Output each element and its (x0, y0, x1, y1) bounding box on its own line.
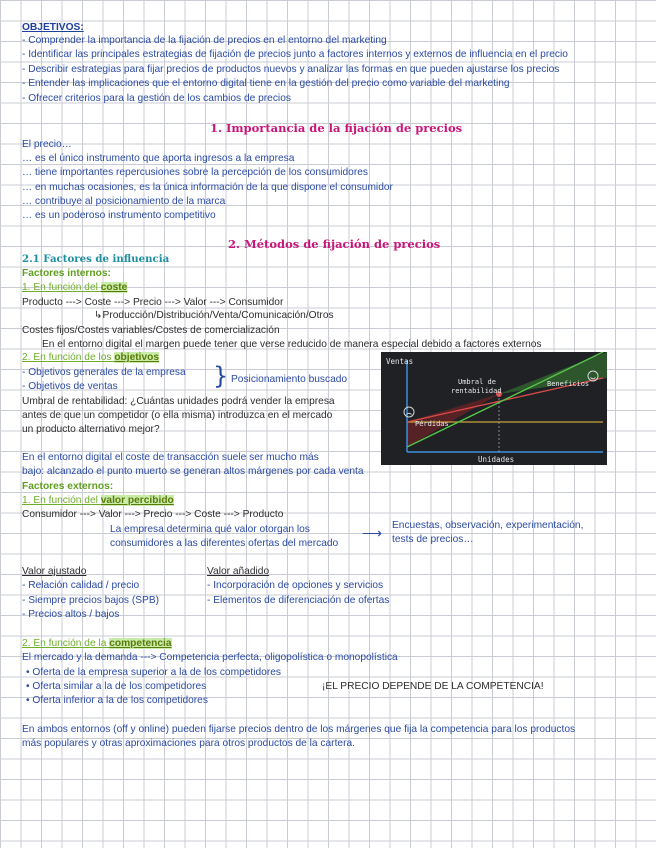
coste-chain-arrow (94, 309, 334, 322)
chart-umbral-label: Umbral de (458, 378, 496, 386)
bullet-icon: • (26, 695, 33, 706)
competencia-mercado: El mercado y la demanda ---> Competencia perfecta, oligopolística o monopolística (22, 652, 398, 663)
valor-anadido-item: - Incorporación de opciones y servicios (207, 580, 384, 591)
section1-title: 1. Importancia de la fijación de precios (210, 121, 463, 135)
objetivo-ventas: - Objetivos de ventas (22, 381, 118, 392)
section1-item: … en muchas ocasiones, es la única información de la que dispone el consumidor (22, 182, 393, 193)
coste-chain: Producto ---> Coste ---> Precio ---> Valor ---> Consumidor (22, 297, 284, 308)
competencia-item-text: Oferta de la empresa superior a la de los competidores (32, 667, 281, 678)
competencia-heading (22, 637, 172, 650)
hook-arrow-icon: ↳ (94, 310, 103, 321)
valor-arrow-note: tests de precios… (392, 534, 474, 545)
objetivo-item: - Ofrecer criterios para la gestión de los cambios de precios (22, 93, 291, 104)
umbral-text: un producto alternativo mejor? (22, 424, 160, 435)
costes-tipos: Costes fijos/Costes variables/Costes de comercialización (22, 325, 280, 336)
objetivo-item: - Comprender la importancia de la fijación de precios en el entorno del marketing (22, 35, 387, 46)
chart-unidades-label: Unidades (478, 455, 515, 464)
section1-item: … contribuye al posicionamiento de la marca (22, 196, 226, 207)
competencia-item-text: Oferta similar a la de los competidores (32, 681, 207, 692)
valor-ajustado-title: Valor ajustado (22, 566, 87, 577)
objetivo-general: - Objetivos generales de la empresa (22, 367, 186, 378)
objetivos-title: OBJETIVOS: (22, 22, 84, 33)
objetivo-item: - Entender las implicaciones que el entorno digital tiene en la gestión del precio como variable del marketing (22, 78, 510, 89)
section1-item: … es un poderoso instrumento competitivo (22, 210, 216, 221)
subsection-factores: 2.1 Factores de influencia (22, 253, 170, 265)
objetivos-digital: En el entorno digital el coste de transacción suele ser mucho más (22, 452, 319, 463)
objetivo-item: - Identificar las principales estrategias de fijación de precios junto a factores internos y externos de influencia en el precio (22, 49, 568, 60)
umbral-text: antes de que un competidor (o ella misma) introduzca en el mercado (22, 410, 333, 421)
competencia-item (26, 680, 206, 693)
valor-anadido-title: Valor añadido (207, 566, 270, 577)
factores-internos-label: Factores internos: (22, 268, 111, 279)
objetivos-prefix: 2. En función de los (22, 352, 115, 363)
valor-chain: Consumidor ---> Valor ---> Precio ---> Coste ---> Producto (22, 509, 284, 520)
valor-ajustado-item: - Precios altos / bajos (22, 609, 120, 620)
objetivos-keyword: objetivos (114, 352, 160, 363)
competencia-final: más populares y otras aproximaciones para otros productos de la cartera. (22, 738, 355, 749)
right-brace-icon: } (213, 362, 229, 390)
coste-digital: En el entorno digital el margen puede tener que verse reducido de manera especial debido a factores externos (42, 339, 542, 350)
coste-heading (22, 281, 127, 294)
bullet-icon: • (26, 667, 33, 678)
section2-title: 2. Métodos de fijación de precios (228, 237, 441, 251)
objetivos-digital: bajo: alcanzado el punto muerto se generan altos márgenes por cada venta (22, 466, 364, 477)
valor-heading (22, 494, 174, 507)
objetivos-heading (22, 351, 159, 364)
valor-anadido-item: - Elementos de diferenciación de ofertas (207, 595, 390, 606)
competencia-item-text: Oferta inferior a la de los competidores (32, 695, 208, 706)
valor-prefix: 1. En función del (22, 495, 101, 506)
coste-keyword: coste (100, 282, 128, 293)
chart-ventas-label: Ventas (386, 357, 414, 366)
section1-item: … es el único instrumento que aporta ingresos a la empresa (22, 153, 295, 164)
valor-keyword: valor percibido (100, 495, 174, 506)
bullet-icon: • (26, 681, 33, 692)
competencia-prefix: 2. En función de la (22, 638, 110, 649)
valor-arrow-note: Encuestas, observación, experimentación, (392, 520, 584, 531)
valor-note: consumidores a las diferentes ofertas del mercado (110, 538, 339, 549)
chart-beneficios-label: Beneficios (547, 380, 590, 388)
right-arrow-icon: ⟶ (362, 525, 383, 541)
competencia-keyword: competencia (109, 638, 172, 649)
valor-note: La empresa determina qué valor otorgan los (110, 524, 310, 535)
umbral-text: Umbral de rentabilidad: ¿Cuántas unidades podrá vender la empresa (22, 396, 335, 407)
chart-umbral-label: rentabilidad (451, 387, 502, 395)
section1-intro: El precio… (22, 139, 72, 150)
break-even-chart (381, 352, 607, 465)
valor-ajustado-item: - Relación calidad / precio (22, 580, 140, 591)
posicionamiento-label: Posicionamiento buscado (231, 374, 348, 385)
competencia-final: En ambos entornos (off y online) pueden fijarse precios dentro de los márgenes que fija la competencia para los productos (22, 724, 576, 735)
coste-chain2: Producción/Distribución/Venta/Comunicación/Otros (102, 310, 334, 321)
valor-ajustado-item: - Siempre precios bajos (SPB) (22, 595, 160, 606)
section1-item: … tiene importantes repercusiones sobre la percepción de los consumidores (22, 167, 368, 178)
competencia-exclaim: ¡EL PRECIO DEPENDE DE LA COMPETENCIA! (322, 681, 544, 692)
competencia-item (26, 666, 281, 679)
coste-prefix: 1. En función del (22, 282, 101, 293)
factores-externos-label: Factores externos: (22, 481, 114, 492)
chart-perdidas-label: Pérdidas (415, 420, 449, 428)
competencia-item (26, 694, 208, 707)
objetivo-item: - Describir estrategias para fijar precios de productos nuevos y analizar las formas en que pueden ajustarse los precios (22, 64, 560, 75)
